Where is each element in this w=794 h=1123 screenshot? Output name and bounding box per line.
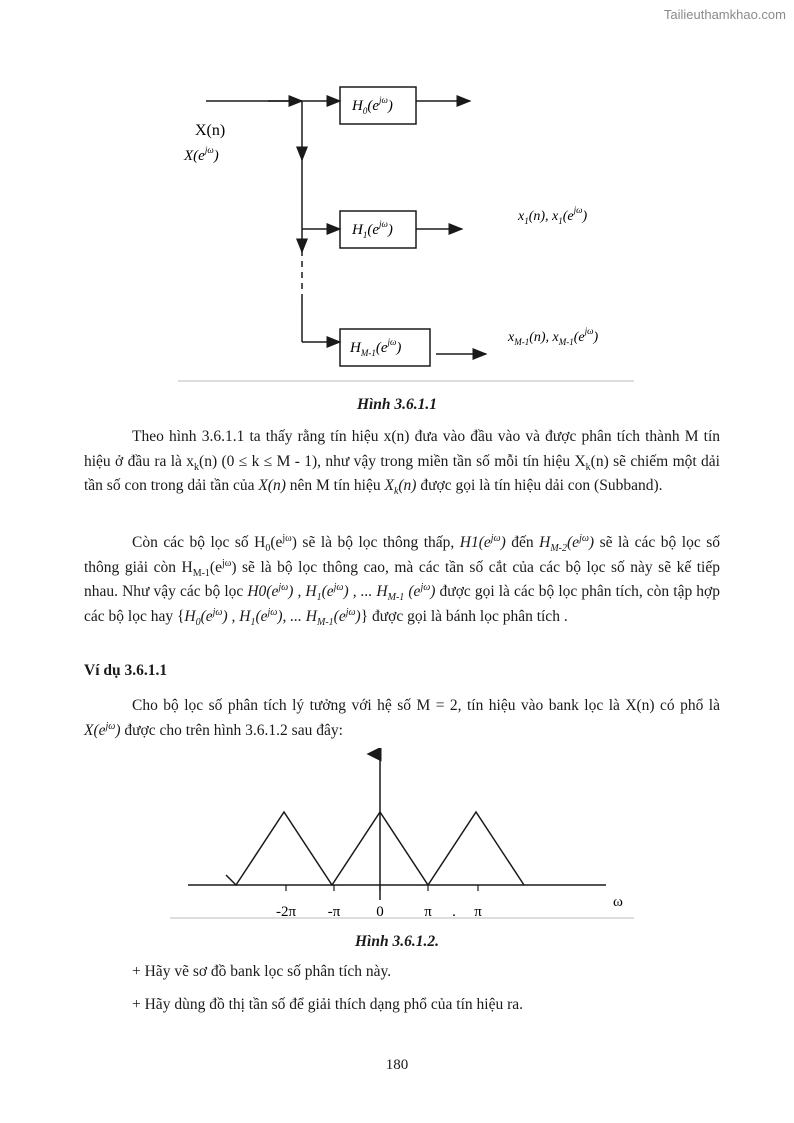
page-number: 180 [385, 1057, 409, 1073]
figure-filter-bank [0, 0, 794, 400]
figure1-caption: Hình 3.6.1.1 [356, 396, 438, 413]
input-label-xn: X(n) [195, 122, 226, 139]
figure2-caption: Hình 3.6.1.2. [355, 933, 439, 950]
input-label-spectrum: $X(e^{j\omega})$ [184, 145, 219, 164]
x-tick-label: 0 [376, 904, 384, 920]
task-2: + Hãy dùng đồ thị tần số để giải thích dạng phổ của tín hiệu ra. [132, 996, 523, 1013]
filter-label-hm1: $H_{M-1}(e^{j\omega})$ [350, 337, 402, 358]
paragraph-1: Theo hình 3.6.1.1 ta thấy rằng tín hiệu x(n) đưa vào đầu vào và được phân tích thành M tín hiệu ở đầu ra là $x_k(n) (0 \le k \le M - 1)$, như vậy trong miền tần số mỗi tín hiệu $X_k(n)$ sẽ chiếm một dải tần số con trong dải tần của X(n) nên M tín hiệu $X_k(n)$ được gọi là tín hiệu dải con (Subband). [84, 428, 720, 498]
output-label-1: $x_1(n)$, $x_1(e^{j\omega})$ [518, 205, 588, 226]
x-tick-label: -π [327, 904, 341, 920]
x-tick-label: -2π [275, 904, 297, 920]
x-tick-label: π [424, 904, 432, 920]
filter-label-h1: $H_1(e^{j\omega})$ [352, 219, 393, 240]
example-heading: Ví dụ 3.6.1.1 [84, 662, 168, 679]
x-tick-label: . [452, 904, 456, 920]
figure-spectrum-chart [0, 748, 794, 928]
spectrum-series-line [226, 812, 524, 885]
x-axis-label: ω [613, 894, 623, 910]
filter-label-h0: $H_0(e^{j\omega})$ [352, 95, 393, 116]
paragraph-2: Còn các bộ lọc số $H_0(e^{j\omega})$ sẽ là bộ lọc thông thấp, $H1(e^{j\omega})$ đến $H_{M-2}(e^{j\omega})$ sẽ là các bộ lọc số thông giải còn $H_{M-1}(e^{j\omega})$ sẽ là bộ lọc thông cao, mà các tần số cắt của các bộ lọc số này sẽ kế tiếp nhau. Như vậy các bộ lọc $H0(e^{j\omega})$ , $H_1(e^{j\omega})$ , ... $H_{M-1}$ $(e^{j\omega})$ được gọi là các bộ lọc phân tích, còn tập hợp các bộ lọc hay {$H_0(e^{j\omega})$ , $H_1(e^{j\omega})$, ... $H_{M-1}(e^{j\omega})$} được gọi là bánh lọc phân tích . [84, 532, 720, 628]
x-tick-label: π [474, 904, 482, 920]
watermark: Tailieuthamkhao.com [663, 7, 786, 22]
example-text: Cho bộ lọc số phân tích lý tưởng với hệ số M = 2, tín hiệu vào bank lọc là X(n) có phổ là $X(e^{j\omega})$ được cho trên hình 3.6.1.2 sau đây: [84, 697, 720, 739]
task-1: + Hãy vẽ sơ đồ bank lọc số phân tích này. [132, 963, 392, 980]
output-label-m1: $x_{M-1}(n)$, $x_{M-1}(e^{j\omega})$ [508, 326, 599, 347]
